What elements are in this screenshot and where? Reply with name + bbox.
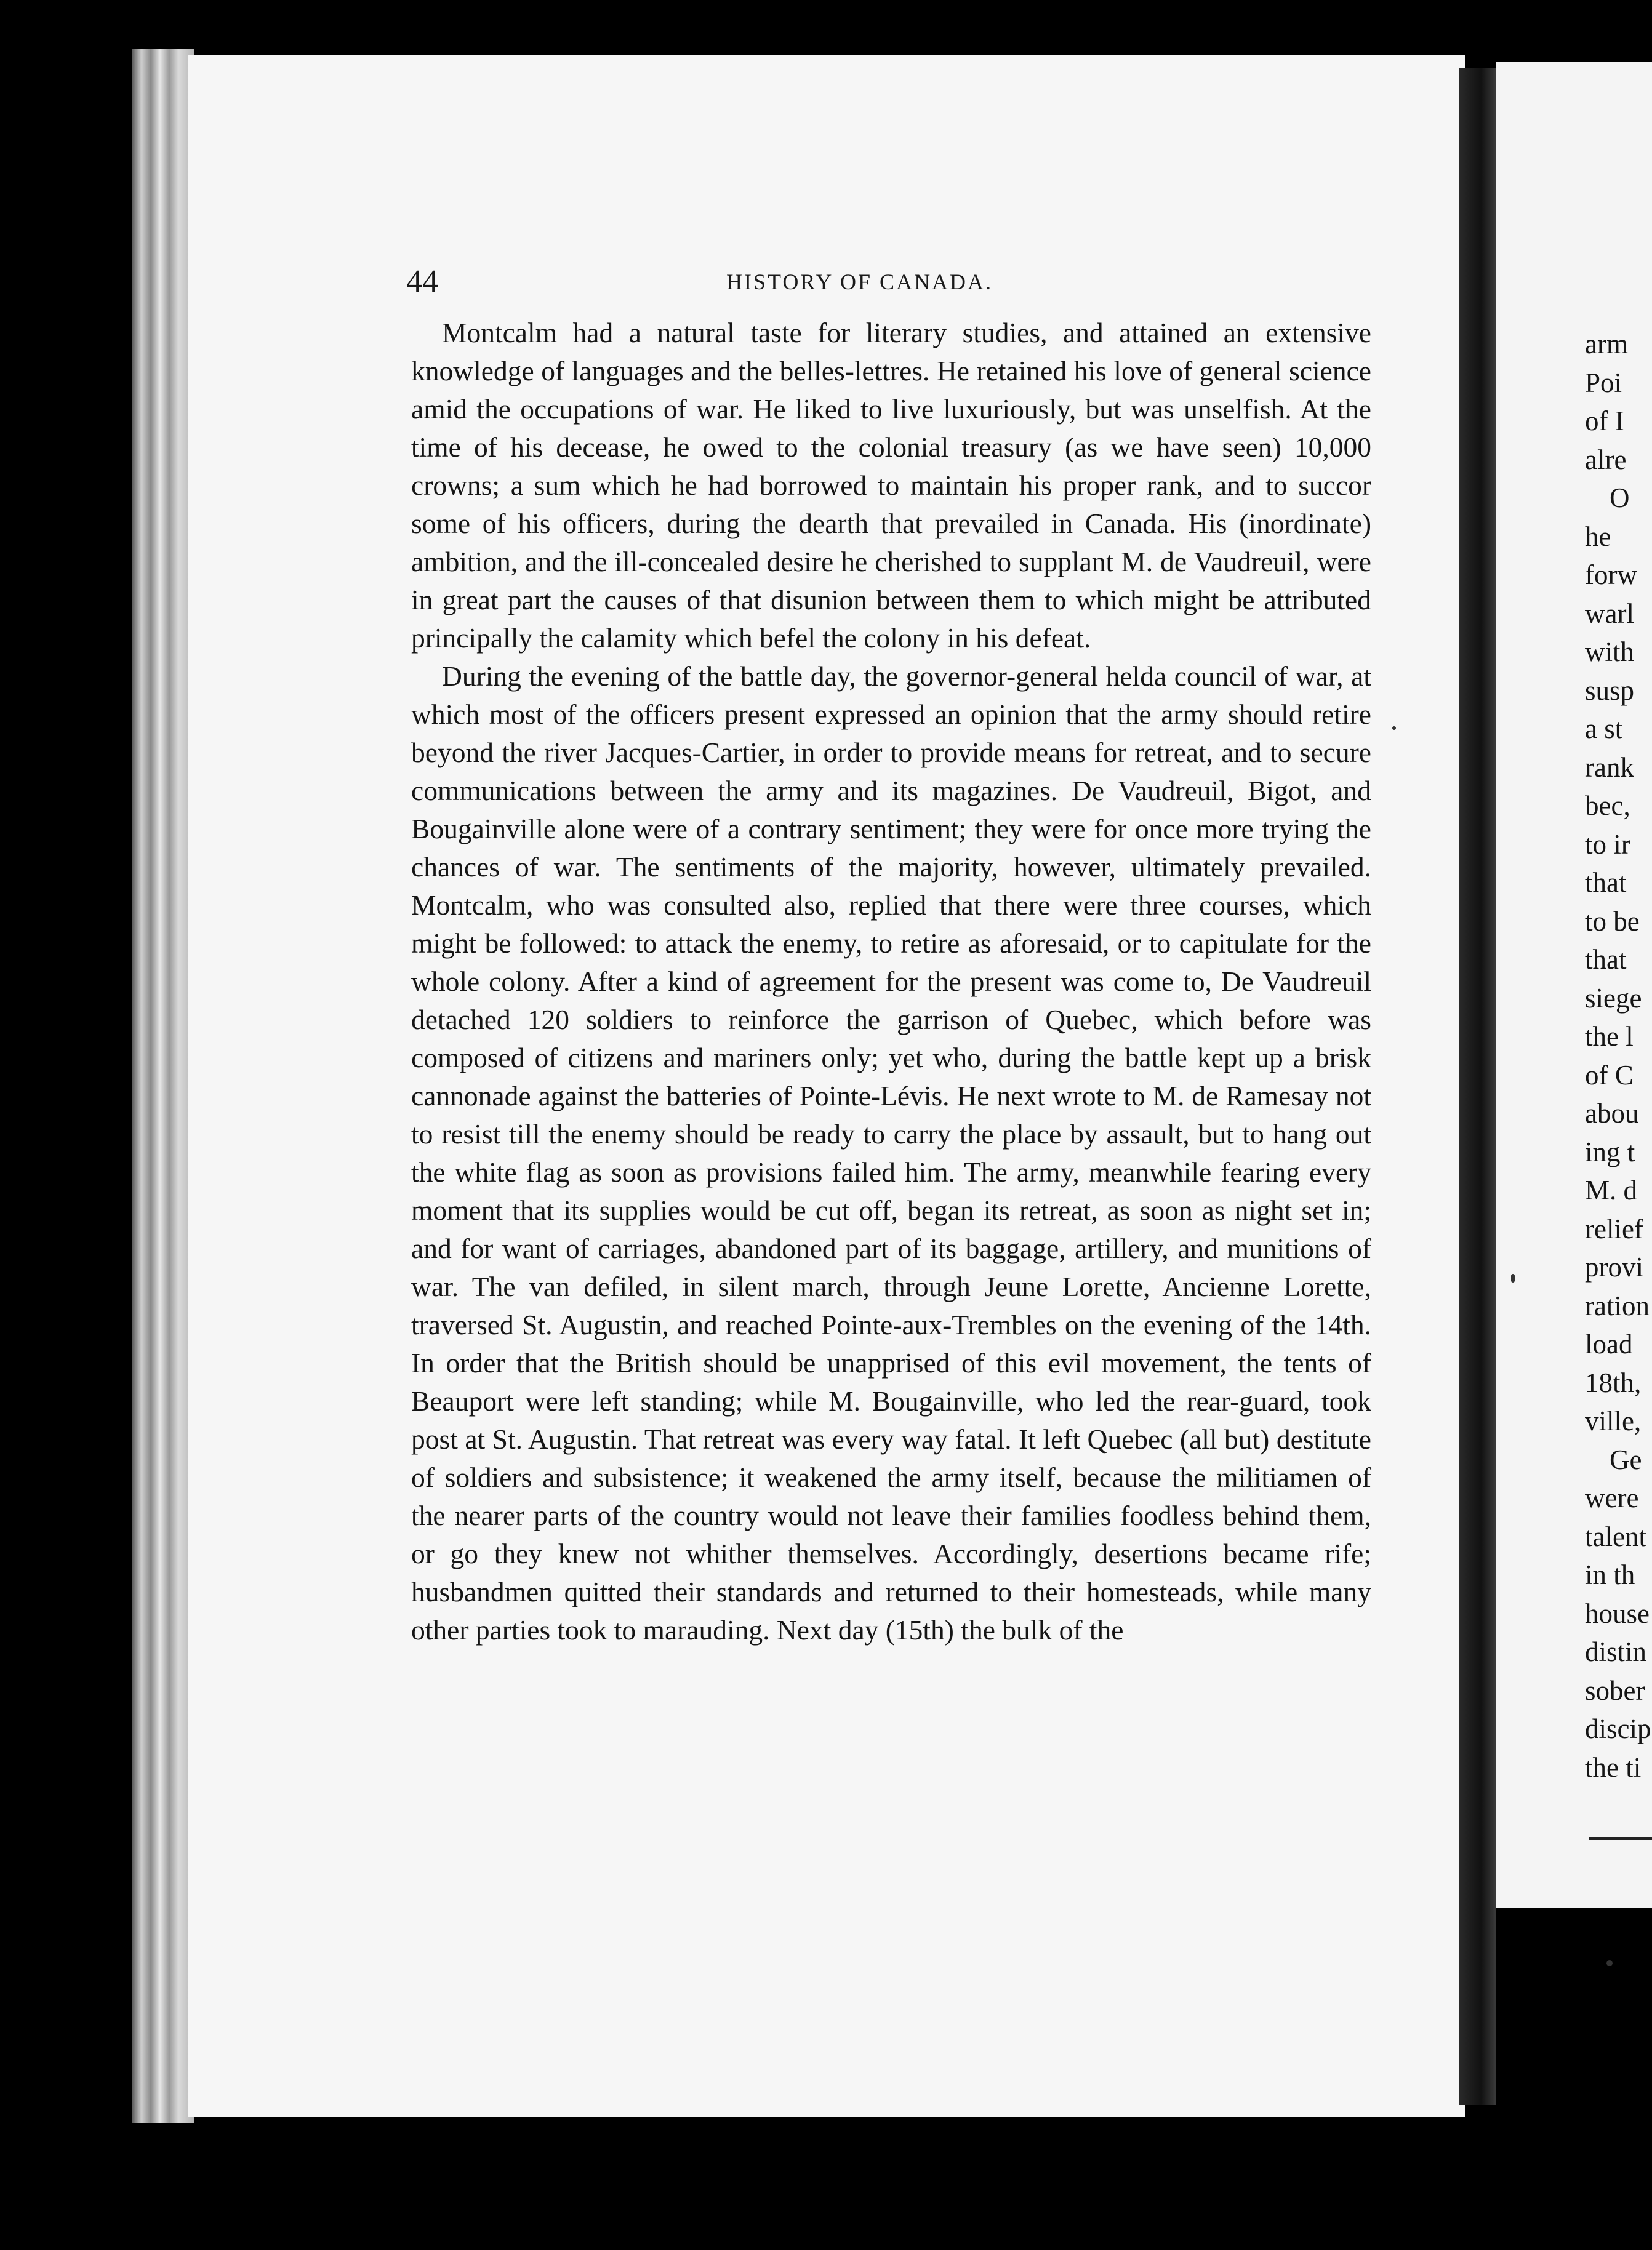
speck — [1606, 1960, 1613, 1966]
speck — [1392, 726, 1396, 730]
facing-page-line: relief — [1585, 1213, 1643, 1244]
facing-page-line: sober — [1585, 1675, 1645, 1706]
body-text — [411, 314, 1371, 1649]
facing-page-line: ing t — [1585, 1136, 1635, 1167]
facing-page-line: arm — [1585, 329, 1628, 359]
facing-page-line: a st — [1585, 713, 1623, 744]
facing-page-line: to be — [1585, 905, 1640, 937]
facing-page-line: were — [1585, 1483, 1639, 1513]
facing-page-line: in th — [1585, 1559, 1635, 1590]
facing-page-line: he — [1585, 521, 1611, 552]
facing-page-line: abou — [1585, 1098, 1639, 1129]
facing-page-line: ville, — [1585, 1406, 1642, 1436]
page-number: 44 — [406, 264, 438, 299]
facing-page-line: discip — [1585, 1713, 1651, 1744]
facing-page-line: forw — [1585, 559, 1637, 590]
facing-page-line: house — [1585, 1598, 1650, 1629]
paragraph: Montcalm had a natural taste for literary studies, and attained an extensive knowledge of languages and the belles-lettres. He retained his love of general science amid the occupations of war. He liked to live luxuriously, but was unselfish. At the time of his decease, he owed to the colonial treasury (as we have seen) 10,000 crowns; a sum which he had borrowed to maintain his proper rank, and to succor some of his officers, during the dearth that prevailed in Canada. His (inordinate) ambition, and the ill-concealed desire he cherished to supplant M. de Vaudreuil, were in great part the causes of that disunion between them to which might be attributed principally the calamity which befel the colony in his defeat. — [411, 317, 1371, 654]
facing-page-line: rank — [1585, 751, 1634, 783]
facing-page-line: that — [1585, 867, 1627, 898]
facing-page-line: ration — [1585, 1290, 1650, 1321]
facing-page-line: warl — [1585, 598, 1634, 629]
facing-page-line: distin — [1585, 1636, 1647, 1667]
facing-page-line: to ir — [1585, 828, 1630, 860]
facing-page-line: load — [1585, 1329, 1633, 1359]
facing-page-line: susp — [1585, 675, 1635, 706]
facing-page-line: the l — [1585, 1021, 1634, 1052]
facing-page-line: that — [1585, 944, 1627, 975]
facing-page-line: with — [1585, 636, 1635, 667]
facing-page-line: siege — [1585, 982, 1642, 1014]
facing-page-line: the ti — [1585, 1752, 1642, 1783]
running-title: HISTORY OF CANADA. — [726, 270, 993, 294]
facing-page-line: talent — [1585, 1521, 1646, 1552]
facing-page-rule — [1589, 1837, 1652, 1840]
facing-page-line: provi — [1585, 1252, 1643, 1283]
facing-page-line: of C — [1585, 1059, 1634, 1091]
facing-page-text — [1585, 325, 1652, 1787]
facing-page-line: 18th, — [1585, 1367, 1642, 1398]
facing-page-line: M. d — [1585, 1175, 1638, 1206]
facing-page-line: alre — [1585, 444, 1627, 475]
book-gutter — [1459, 68, 1496, 2105]
facing-page-line: Ge — [1610, 1444, 1642, 1475]
facing-page-line: Poi — [1585, 367, 1622, 398]
paragraph: During the evening of the battle day, the governor-general helda council of war, at which most of the officers present expressed an opinion that the army should retire beyond the river Jacques-Cartier, in order to provide means for retreat, and to secure communications between the army and its magazines. De Vaudreuil, Bigot, and Bougainville alone were of a contrary sentiment; they were for once more trying the chances of war. The sentiments of the majority, however, ultimately prevailed. Montcalm, who was consulted also, replied that there were three courses, which might be followed: to attack the enemy, to retire as aforesaid, or to capitulate for the whole colony. After a kind of agreement for the present was come to, De Vaudreuil detached 120 soldiers to reinforce the garrison of Quebec, which before was composed of citizens and mariners only; yet who, during the battle kept up a brisk cannonade against the batteries of Pointe-Lévis. He next wrote to M. de Ramesay not to resist till the enemy should be ready to carry the place by assault, but to hang out the white flag as soon as provisions failed him. The army, meanwhile fearing every moment that its supplies would be cut off, began its retreat, as soon as night set in; and for want of carriages, abandoned part of its baggage, artillery, and munitions of war. The van defiled, in silent march, through Jeune Lorette, Ancienne Lorette, traversed St. Augustin, and reached Pointe-aux-Trembles on the evening of the 14th. In order that the British should be unapprised of this evil movement, the tents of Beauport were left standing; while M. Bougainville, who led the rear-guard, took post at St. Augustin. That retreat was every way fatal. It left Quebec (all but) destitute of soldiers and subsistence; it weakened the army itself, because the militiamen of the nearer parts of the country would not leave their families foodless behind them, or go they knew not whither themselves. Accordingly, desertions became rife; husbandmen quitted their standards and returned to their homesteads, while many other parties took to marauding. Next day (15th) the bulk of the — [411, 660, 1371, 1646]
facing-page-line: of I — [1585, 406, 1624, 436]
speck — [1511, 1274, 1515, 1283]
book-page-edges — [132, 49, 194, 2123]
facing-page-line: bec, — [1585, 790, 1630, 821]
running-head — [406, 263, 1133, 306]
facing-page-line: O — [1610, 482, 1630, 513]
